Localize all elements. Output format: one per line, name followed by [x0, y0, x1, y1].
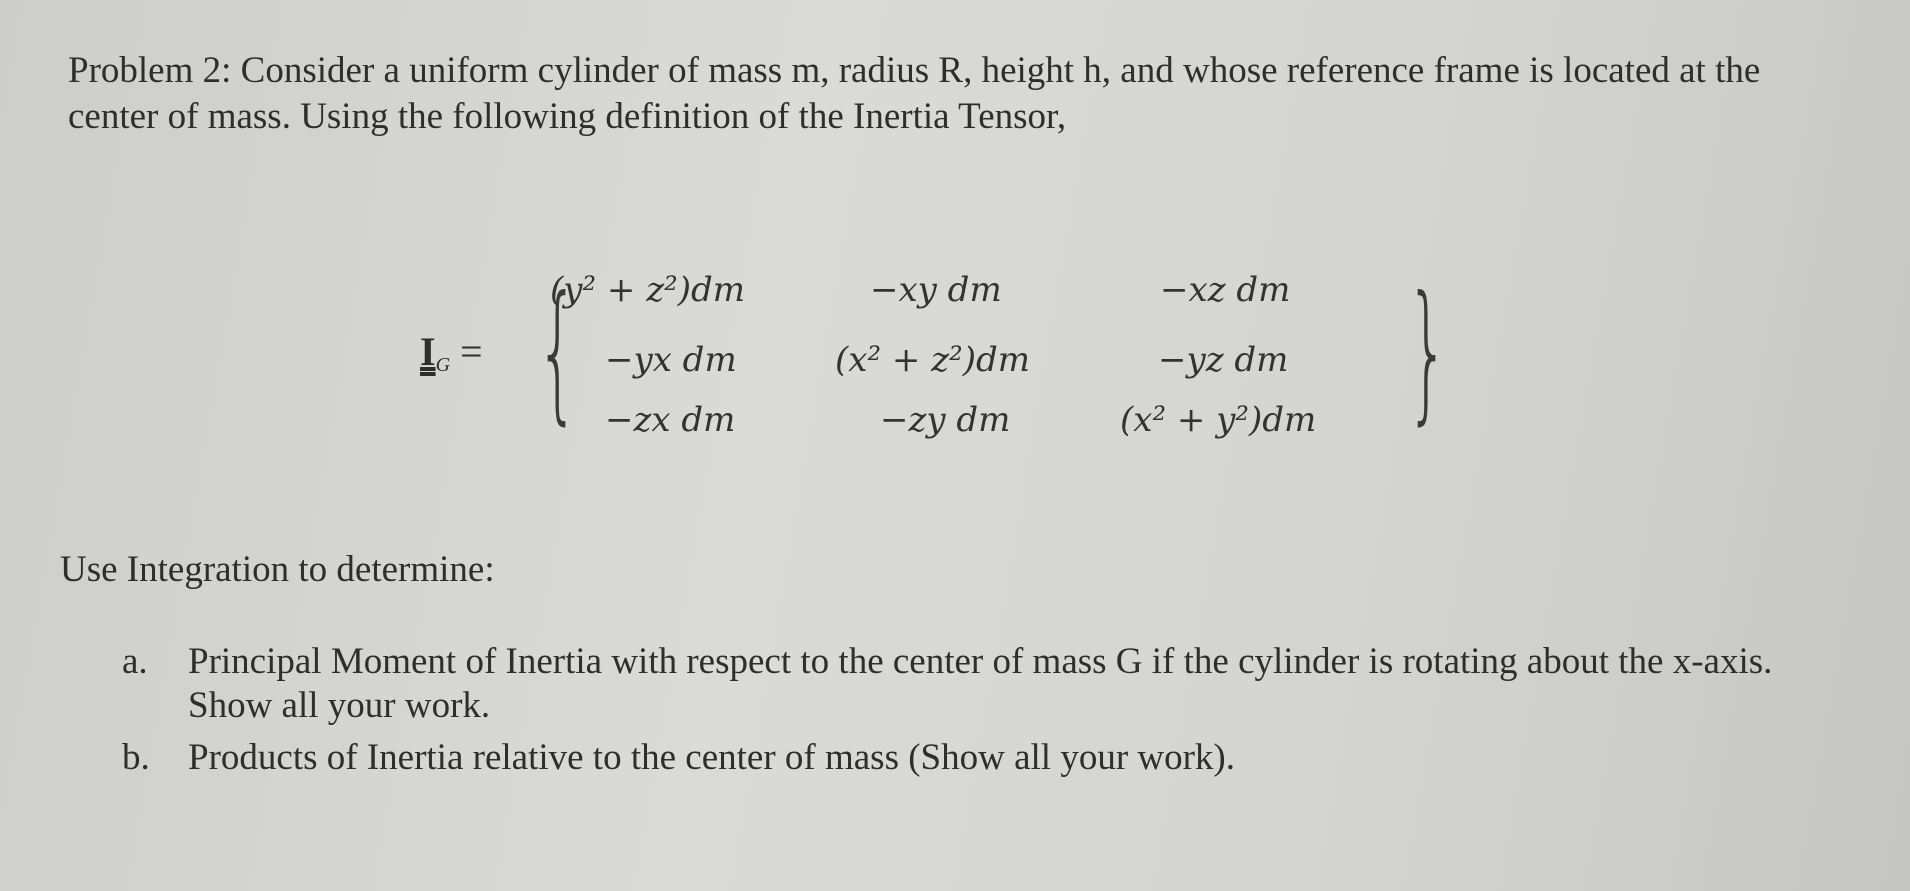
task-item-a [122, 640, 1822, 728]
matrix-cell-2-3: −yz dm [1158, 340, 1289, 380]
matrix-cell-2-1: −yx dm [605, 340, 737, 380]
left-brace-icon: { [536, 265, 580, 439]
task-marker-b: b. [122, 737, 150, 778]
right-brace-icon: } [1406, 265, 1450, 439]
problem-text: Consider a uniform cylinder of mass m, radius R, height h, and whose reference frame is located at the center of mass. Using the following definition of the Inertia Tensor, [68, 50, 1761, 137]
inertia-tensor-equation [420, 265, 1450, 450]
matrix-cell-1-1: (y² + z²)dm [550, 270, 746, 310]
task-list [122, 640, 1822, 788]
instructions-heading: Use Integration to determine: [60, 549, 495, 590]
tensor-subscript: G [435, 354, 451, 376]
tensor-symbol: I [420, 329, 436, 374]
task-marker-a: a. [122, 641, 148, 682]
problem-statement [68, 48, 1828, 140]
tensor-matrix [550, 270, 1380, 450]
task-item-b [122, 736, 1822, 780]
matrix-cell-3-1: −zx dm [605, 400, 736, 440]
matrix-cell-2-2: (x² + z²)dm [835, 340, 1030, 380]
problem-label: Problem 2: [68, 50, 232, 91]
task-text-a: Principal Moment of Inertia with respect to the center of mass G if the cylinder is rotating about the x-axis. Show all your work. [188, 641, 1773, 726]
matrix-cell-3-3: (x² + y²)dm [1120, 400, 1317, 440]
matrix-cell-1-3: −xz dm [1160, 270, 1291, 310]
equals-sign: = [460, 329, 483, 374]
matrix-cell-3-2: −zy dm [880, 400, 1011, 440]
tensor-lhs [420, 329, 483, 385]
matrix-cell-1-2: −xy dm [870, 270, 1002, 310]
task-text-b: Products of Inertia relative to the center of mass (Show all your work). [188, 737, 1236, 778]
